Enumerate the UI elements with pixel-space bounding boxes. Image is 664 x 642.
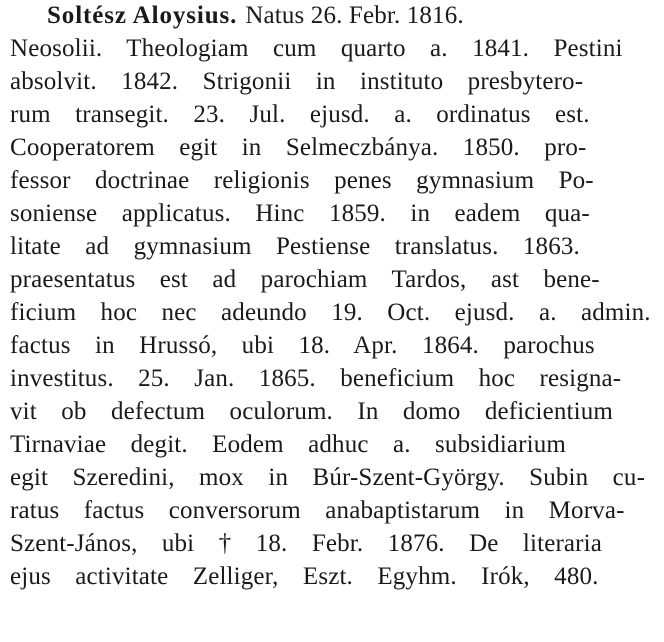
text-line-2: Neosolii. Theologiam cum quarto a. 1841. Pestini — [10, 35, 623, 62]
text-line-13: vit ob defectum oculorum. In domo deficientium — [10, 398, 613, 425]
text-line-15: egit Szeredini, mox in Búr-Szent-György. Subin cu- — [10, 464, 646, 491]
text-line-14: Tirnaviae degit. Eodem adhuc a. subsidiarium — [10, 431, 566, 458]
entry-name: Soltész Aloysius. — [47, 2, 238, 29]
text-line-6: fessor doctrinae religionis penes gymnasium Po- — [10, 167, 594, 194]
text-line-3: absolvit. 1842. Strigonii in instituto presbytero- — [10, 68, 584, 95]
text-line-16: ratus factus conversorum anabaptistarum in Morva- — [10, 497, 625, 524]
text-line-9: praesentatus est ad parochiam Tardos, ast bene- — [10, 266, 600, 293]
text-line-5: Cooperatorem egit in Selmeczbánya. 1850. pro- — [10, 134, 587, 161]
text-line-4: rum transegit. 23. Jul. ejusd. a. ordinatus est. — [10, 101, 590, 128]
line-text: Natus 26. Febr. 1816. — [245, 2, 464, 29]
text-line-17: Szent-János, ubi † 18. Febr. 1876. De literaria — [10, 530, 602, 557]
text-line-11: factus in Hrussó, ubi 18. Apr. 1864. parochus — [10, 332, 595, 359]
text-line-12: investitus. 25. Jan. 1865. beneficium hoc resigna- — [10, 365, 622, 392]
text-line-18: ejus activitate Zelliger, Eszt. Egyhm. Irók, 480. — [10, 563, 599, 590]
text-line-1 — [0, 0, 464, 31]
text-line-7: soniense applicatus. Hinc 1859. in eadem qua- — [10, 200, 590, 227]
text-line-8: litate ad gymnasium Pestiense translatus. 1863. — [10, 233, 580, 260]
text-line-10: ficium hoc nec adeundo 19. Oct. ejusd. a. admin. — [10, 299, 651, 326]
